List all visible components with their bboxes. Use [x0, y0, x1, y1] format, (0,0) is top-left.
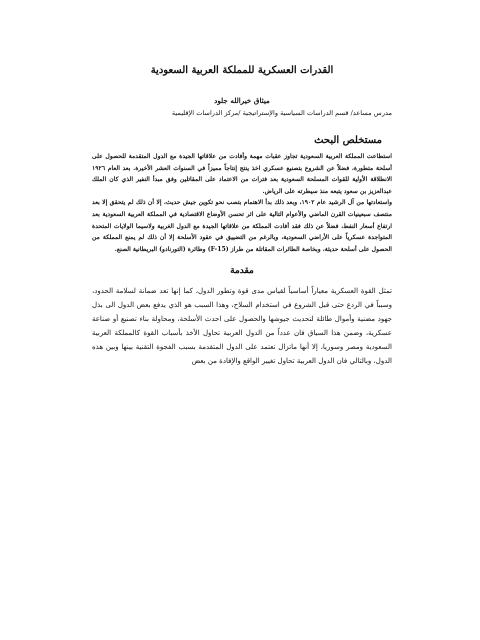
abstract-body — [92, 151, 392, 255]
introduction-section — [92, 265, 392, 368]
introduction-body — [92, 284, 392, 368]
abstract-paragraph: استطاعت المملكة العربية السعودية تجاوز عقبات مهمة وأفادت من علاقاتها الجيدة مع الدول المتقدمة للحصول على أسلحة متطورة، فضلاً عن الشروع بتصنيع عسكري اخذ ينتج إنتاجاً مميزاً في السنوات العشر الأخيرة. بعد العام ١٩٢٦ الانطلاقة الأولية للقوات المسلحة السعودية بعد فترات من الاعتماد على المقاتلين وفق مبدأ النفير الذي كان الملك عبدالعزيز بن سعود يتبعه منذ سيطرته على الرياض. — [92, 153, 392, 195]
introduction-heading: مقدمة — [230, 266, 254, 277]
abstract-paragraph: واستعادتها من آل الرشيد عام ١٩٠٢، وبعد ذلك بدأ الاهتمام بتصب نحو تكوين جيش حديث، إلا أن ذلك لم يتحقق إلا بعد منتصف سبعينيات القرن الماضي والأعوام التالية على اثر تحسن الأوضاع الاقتصادية في المملكة العربية السعودية بعد ارتفاع أسعار النفط، فضلاً عن ذلك فقد أفادت المملكة من علاقاتها الجيدة مع الدول الغربية ولاسيما الولايات المتحدة المتواجدة عسكرياً على الأراضي السعودية، وبالرغم من التضييق في عقود الأسلحة إلا أن ذلك لم يمنع المملكة من الحصول على أسلحة حديثة، وبخاصة الطائرات المقاتلة من طراز (F-15) وطائرة (التورنادو) البريطانية الصنع. — [92, 199, 393, 253]
author-affiliation: مدرس مساعد/ قسم الدراسات السياسية والإستراتيجية /مركز الدراسات الإقليمية — [171, 109, 392, 117]
abstract-section — [92, 134, 392, 255]
introduction-paragraph: تمثل القوة العسكرية معياراً أساسياً لقياس مدى قوة وتطور الدول، كما إنها تعد ضمانة لسلامة الحدود، وسبباً في الردع حتى قبل الشروع في استخدام السلاح، وهذا السبب هو الذي يدفع بعض الدول الى بذل جهود مضنية وأموال طائلة لتحديث جيوشها والحصول على احدث الأسلحة، ومحاولة بناء تصنيع أو صناعة عسكرية، وضمن هذا السياق فان عدداً من الدول العربية تحاول الأخذ بأسباب القوة كالمملكة العربية السعودية ومصر وسوريا، إلا أنها ماتزال تعتمد على الدول المتقدمة بسبب الفجوة التقنية بينها وبين هذه الدول، وبالتالي فان الدول العربية تحاول تغيير الواقع والإفادة من بعض — [92, 287, 392, 366]
author-name: ميثاق خيرالله جلود — [214, 96, 270, 105]
abstract-heading: مستخلص البحث — [314, 135, 382, 146]
document-page — [92, 64, 392, 368]
paper-title: القدرات العسكرية للمملكة العربية السعودية — [150, 65, 334, 76]
